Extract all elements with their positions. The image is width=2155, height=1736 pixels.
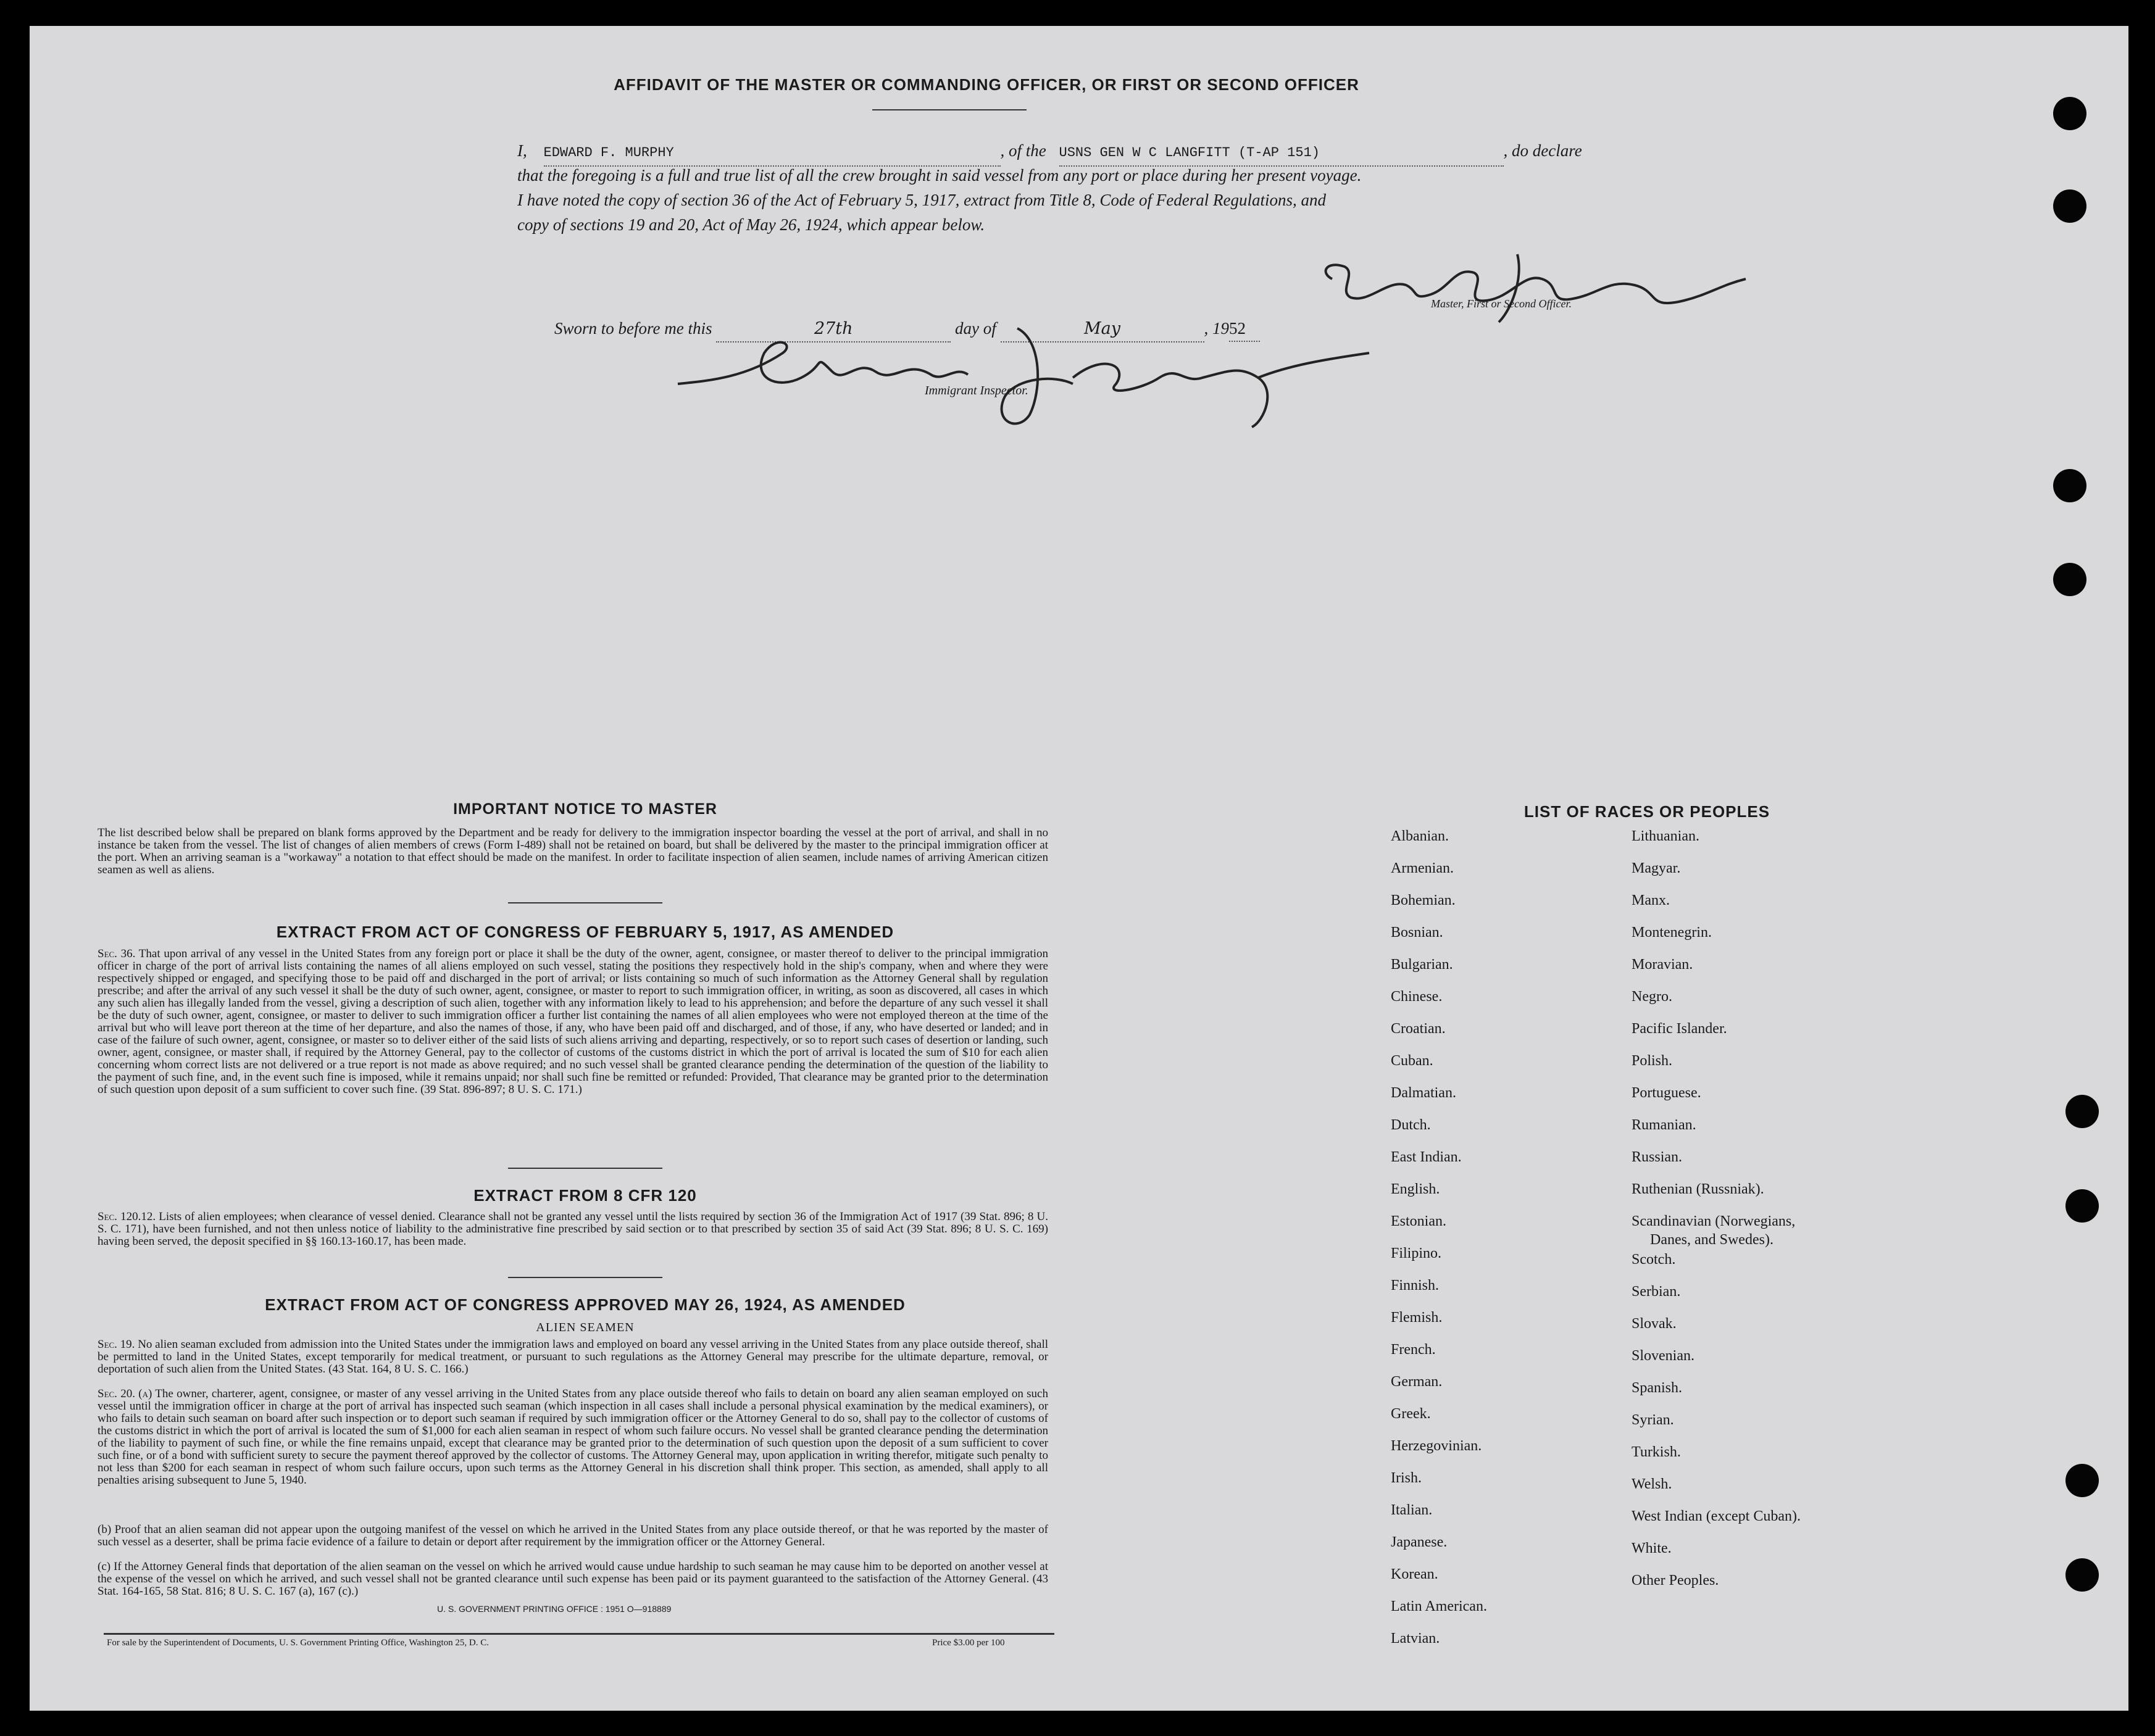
race-item: Korean. xyxy=(1391,1566,1438,1582)
year-prefix: , 19 xyxy=(1204,319,1229,338)
do-declare-label: , do declare xyxy=(1503,141,1582,160)
race-item: Russian. xyxy=(1632,1149,1683,1165)
sec-20b-text xyxy=(98,1524,1048,1548)
race-item: Welsh. xyxy=(1632,1476,1672,1492)
race-item: French. xyxy=(1391,1342,1436,1358)
race-item: Polish. xyxy=(1632,1053,1673,1069)
affidavit-title: AFFIDAVIT OF THE MASTER OR COMMANDING OFFICER, OR FIRST OR SECOND OFFICER xyxy=(614,75,1359,94)
day-of-label: day of xyxy=(955,319,996,338)
race-item: Flemish. xyxy=(1391,1310,1443,1326)
race-item: Latvian. xyxy=(1391,1630,1440,1647)
punch-hole xyxy=(2053,97,2086,130)
race-item: Slovak. xyxy=(1632,1316,1677,1332)
race-item: Syrian. xyxy=(1632,1412,1674,1428)
race-item-continuation: Danes, and Swedes). xyxy=(1650,1232,1774,1248)
sworn-year: 52 xyxy=(1229,316,1260,342)
race-item: Albanian. xyxy=(1391,828,1449,844)
race-item: Greek. xyxy=(1391,1406,1431,1422)
race-item: Herzegovinian. xyxy=(1391,1438,1482,1454)
race-item: East Indian. xyxy=(1391,1149,1462,1165)
alien-seamen-subtitle: ALIEN SEAMEN xyxy=(536,1321,635,1334)
race-item: Turkish. xyxy=(1632,1444,1681,1460)
race-item: Latin American. xyxy=(1391,1598,1487,1614)
race-item: Portuguese. xyxy=(1632,1085,1701,1101)
race-item: Spanish. xyxy=(1632,1380,1683,1396)
race-item: Estonian. xyxy=(1391,1213,1446,1229)
punch-hole xyxy=(2053,469,2086,502)
race-item: Moravian. xyxy=(1632,957,1693,973)
sworn-prefix: Sworn to before me this xyxy=(554,319,712,338)
race-item: White. xyxy=(1632,1540,1672,1556)
race-item: Bosnian. xyxy=(1391,924,1443,941)
section-body: That upon arrival of any vessel in the United States from any foreign port or place it shall be the duty of the owner, agent, consignee, or master thereof to deliver to the principal immigration officer in charge of the port of arrival lists containing the names of all aliens employed on such vessel, stating the positions they respectively hold in the ship's company, when and where they were respectively shipped or engaged, and specifying those to be paid off and discharged in the port of arrival; or lists containing so much of such information as the Attorney General shall by regulation prescribe; and after the arrival of any such vessel it shall be the duty of such owner, agent, consignee, or master to report to such immigration officer, in writing, as soon as discovered, all cases in which any such alien has illegally landed from the vessel, giving a description of such alien, together with any information likely to lead to his apprehension; and before the departure of any such vessel it shall be the duty of such owner, agent, consignee, or master to deliver to such immigration officer a further list containing the names of all alien employees who were not employed thereon at the time of the arrival but who will leave port thereon at the time of her departure, and also the names of those, if any, who have been paid off and discharged, and of those, if any, who have deserted or landed; and in case of the failure of such owner, agent, consignee, or master so to deliver either of the said lists of such aliens arriving and departing, respectively, or so to report such cases of desertion or landing, such owner, agent, consignee, or master shall, if required by the Attorney General, pay to the collector of customs of the customs district in which the port of arrival is located the sum of $10 for each alien concerning whom correct lists are not delivered or a true report is not made as above required; and no such vessel shall be granted clearance pending the determination of the question of the liability to the payment of such fine, and, in the event such fine is imposed, while it remains unpaid; nor shall such fine be remitted or refunded: Provided, That clearance may be granted prior to the determination of such question upon deposit of a sum sufficient to cover such fine. (39 Stat. 896-897; 8 U. S. C. 171.) xyxy=(98,947,1048,1096)
race-item: Magyar. xyxy=(1632,860,1681,876)
inspector-signature xyxy=(672,316,1375,433)
race-item: Irish. xyxy=(1391,1470,1422,1486)
race-item: Finnish. xyxy=(1391,1277,1440,1294)
race-item: Rumanian. xyxy=(1632,1117,1696,1133)
extract-1917-text xyxy=(98,948,1048,1096)
race-item: Italian. xyxy=(1391,1502,1433,1518)
race-item: Pacific Islander. xyxy=(1632,1021,1727,1037)
race-item: Scotch. xyxy=(1632,1252,1676,1268)
race-item: West Indian (except Cuban). xyxy=(1632,1508,1801,1524)
punch-hole xyxy=(2053,189,2086,223)
declaration-line-4: copy of sections 19 and 20, Act of May 26, 1924, which appear below. xyxy=(517,215,985,234)
section-label: (c) xyxy=(98,1560,111,1573)
race-item: Negro. xyxy=(1632,989,1672,1005)
extract-1924-title: EXTRACT FROM ACT OF CONGRESS APPROVED MAY 26, 1924, AS AMENDED xyxy=(265,1295,906,1314)
extract-1917-title: EXTRACT FROM ACT OF CONGRESS OF FEBRUARY 5, 1917, AS AMENDED xyxy=(276,923,894,941)
section-body: No alien seaman excluded from admission into the United States under the immigration laws and employed on board any vessel arriving in the United States from any place outside thereof, shall be permitted to land in the United States, except temporarily for medical treatment, or pursuant to such regulations as the Attorney General may prescribe for the ultimate departure, removal, or deportation of such alien from the United States. (43 Stat. 164, 8 U. S. C. 166.) xyxy=(98,1338,1049,1376)
section-label: Sec. 120.12. xyxy=(98,1210,156,1223)
race-item: Chinese. xyxy=(1391,989,1443,1005)
footer-rule xyxy=(104,1633,1054,1635)
race-item: Armenian. xyxy=(1391,860,1454,876)
race-item: Bulgarian. xyxy=(1391,957,1453,973)
race-item: Cuban. xyxy=(1391,1053,1433,1069)
race-item: Slovenian. xyxy=(1632,1348,1694,1364)
race-item: Filipino. xyxy=(1391,1245,1442,1261)
extract-cfr-title: EXTRACT FROM 8 CFR 120 xyxy=(473,1186,697,1205)
notice-title: IMPORTANT NOTICE TO MASTER xyxy=(453,800,717,818)
divider xyxy=(872,109,1027,110)
master-signature xyxy=(1314,242,1758,328)
section-body: The owner, charterer, agent, consignee, or master of any vessel arriving in the United States from any place outside thereof who fails to detain on board any alien seaman employed on such vessel until the immigration officer in charge at the port of arrival has inspected such seaman (which inspection in all cases shall include a personal physical examination by the medical examiners), or who fails to detain such seaman on board after such inspection or to deport such seaman if required by such immigration officer or the Attorney General to do so, shall pay to the collector of customs of the customs district in which the port of arrival is located the sum of $1,000 for each alien seaman in respect of whom such failure occurs. No vessel shall be granted clearance pending the determination of the liability to payment of such fine, or while the fine remains unpaid, except that clearance may be granted prior to the determination of such question upon the deposit of a sum sufficient to cover such fine, or of a bond with sufficient surety to secure the payment thereof approved by the collector of customs. The Attorney General may, upon application in writing therefor, mitigate such penalty to not less than $200 for each seaman in respect of whom such failure occurs, upon such terms as the Attorney General in his discretion shall think proper. This section, as amended, shall apply to all penalties arising subsequent to June 5, 1940. xyxy=(98,1387,1048,1487)
master-name-field: EDWARD F. MURPHY xyxy=(544,141,1001,167)
race-item: Scandinavian (Norwegians, xyxy=(1632,1213,1796,1229)
sworn-day: 27th xyxy=(814,319,853,338)
race-item: Montenegrin. xyxy=(1632,924,1712,941)
section-label: Sec. 36. xyxy=(98,947,136,960)
divider xyxy=(508,902,662,903)
master-signature-label: Master, First or Second Officer. xyxy=(1431,297,1572,310)
race-item: Dutch. xyxy=(1391,1117,1431,1133)
race-item: Lithuanian. xyxy=(1632,828,1699,844)
race-item: Croatian. xyxy=(1391,1021,1446,1037)
section-body: Proof that an alien seaman did not appear upon the outgoing manifest of the vessel on which he arrived in the United States from any place outside thereof, or that he was reported by the master of such vessel as a deserter, shall be prima facie evidence of a failure to detain or deport after requirement by the immigration officer or the Attorney General. xyxy=(98,1523,1049,1548)
sec-20a-text xyxy=(98,1388,1048,1487)
sworn-month: May xyxy=(1084,319,1120,338)
of-the-label: , of the xyxy=(1000,141,1046,160)
vessel-name-field: USNS GEN W C LANGFITT (T-AP 151) xyxy=(1059,141,1504,167)
inspector-signature-label: Immigrant Inspector. xyxy=(925,384,1028,397)
section-label: Sec. 19. xyxy=(98,1338,135,1351)
declaration-line-3: I have noted the copy of section 36 of the Act of February 5, 1917, extract from Title 8, Code of Federal Regulations, and xyxy=(517,191,1327,209)
footer-sale-note: For sale by the Superintendent of Documents, U. S. Government Printing Office, Washington 25, D. C. xyxy=(107,1638,489,1648)
race-item: German. xyxy=(1391,1374,1443,1390)
section-body: Lists of alien employees; when clearance of vessel denied. Clearance shall not be granted any vessel until the lists required by section 36 of the Immigration Act of 1917 (39 Stat. 896; 8 U. S. C. 171), have been furnished, and not then unless notice of liability to the administrative fine prescribed by said section or to that prescribed by section 35 of said Act (39 Stat. 896; 8 U. S. C. 169) having been served, the deposit specified in §§ 160.13-160.17, has been made. xyxy=(98,1210,1048,1248)
race-item: Manx. xyxy=(1632,892,1670,908)
race-item: English. xyxy=(1391,1181,1440,1197)
declaration-line-2: that the foregoing is a full and true list of all the crew brought in said vessel from any port or place during her present voyage. xyxy=(517,166,1362,185)
race-item: Dalmatian. xyxy=(1391,1085,1456,1101)
punch-hole xyxy=(2065,1464,2099,1497)
i-label: I, xyxy=(517,141,527,160)
document-page xyxy=(30,26,2128,1711)
gpo-imprint: U. S. GOVERNMENT PRINTING OFFICE : 1951 O—918889 xyxy=(437,1604,672,1614)
sec-19-text xyxy=(98,1339,1048,1376)
race-item: Ruthenian (Russniak). xyxy=(1632,1181,1764,1197)
race-item: Japanese. xyxy=(1391,1534,1448,1550)
races-title: LIST OF RACES OR PEOPLES xyxy=(1524,802,1770,821)
race-item: Serbian. xyxy=(1632,1284,1681,1300)
punch-hole xyxy=(2065,1189,2099,1223)
race-item: Bohemian. xyxy=(1391,892,1456,908)
section-label: Sec. 20. (a) xyxy=(98,1387,152,1400)
section-body: If the Attorney General finds that deportation of the alien seaman on the vessel on which he arrived would cause undue hardship to such seaman he may cause him to be deported on another vessel at the expense of the vessel on which he arrived, and such vessel shall not be granted clearance until such expense has been paid or its payment guaranteed to the satisfaction of the Attorney General. (43 Stat. 164-165, 58 Stat. 816; 8 U. S. C. 167 (a), 167 (c).) xyxy=(98,1560,1048,1598)
punch-hole xyxy=(2065,1558,2099,1592)
sec-20c-text xyxy=(98,1561,1048,1598)
punch-hole xyxy=(2065,1095,2099,1128)
notice-text: The list described below shall be prepared on blank forms approved by the Department and be ready for delivery to the immigration inspector boarding the vessel at the port of arrival, and shall in no instance be taken from the vessel. The list of changes of alien members of crews (Form I-489) shall not be retained on board, but shall be delivered by the master to the principal immigration officer at the port. When an arriving seaman is a "workaway" a notation to that effect should be made on the manifest. In order to facilitate inspection of alien seamen, include names of arriving American citizen seamen as well as aliens. xyxy=(98,826,1048,876)
footer-price: Price $3.00 per 100 xyxy=(932,1638,1005,1648)
divider xyxy=(508,1168,662,1169)
punch-hole xyxy=(2053,563,2086,596)
extract-cfr-text xyxy=(98,1211,1048,1248)
race-item: Other Peoples. xyxy=(1632,1572,1719,1589)
divider xyxy=(508,1277,662,1278)
section-label: (b) xyxy=(98,1523,112,1536)
